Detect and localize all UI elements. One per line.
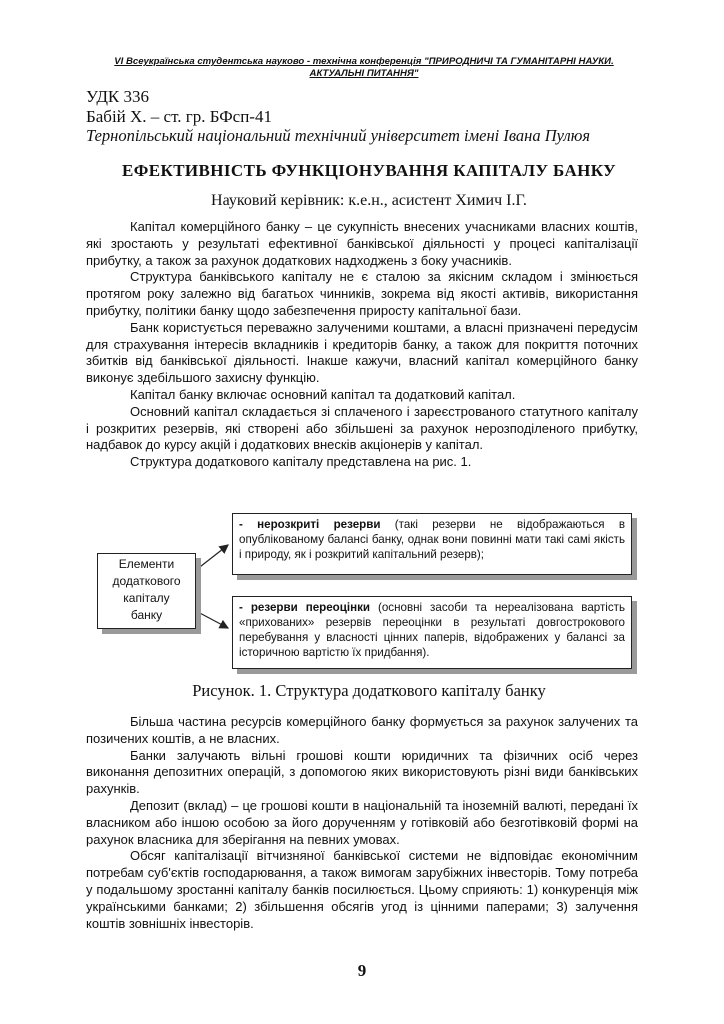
- box-line: Елементи: [118, 557, 175, 571]
- box-term: - нерозкриті резерви: [239, 518, 381, 531]
- box-description: (основні засоби та нереалізована вартість «прихованих» резервів переоцінки в результаті довгострокового перебування у власності цінних паперів, відображених у балансі за історичною вартістю їх придбання).: [239, 601, 625, 659]
- paragraph: Банки залучають вільні грошові кошти юридичних та фізичних осіб через виконання депозитних операцій, з допомогою яких використовують різні види банківських рахунків.: [86, 747, 638, 797]
- arrow-bottom: [196, 611, 228, 628]
- author: Бабій Х. – ст. гр. БФсп-41: [86, 107, 272, 126]
- box-description: (такі резерви не відображаються в опублікованому балансі банку, однак вони повинні мати такі самі якість і природу, як і розкритий капітальний резерв);: [239, 518, 625, 561]
- box-capital-elements: [97, 553, 196, 629]
- paragraph: Капітал комерційного банку – це сукупність внесених учасниками власних коштів, які зростають у результаті ефективної банківської діяльності у процесі капіталізації прибутку, а також за рахунок додаткових надходжень з боку учасників.: [86, 219, 638, 268]
- paragraph: Структура банківського капіталу не є сталою за якісним складом і змінюється протягом року залежно від багатьох чинників, зокрема від якості активів, використання прибутку, політики банку щодо забезпечення приросту капітальної бази.: [86, 269, 638, 318]
- paragraph: Обсяг капіталізації вітчизняної банківської системи не відповідає економічним потребам суб'єктів господарювання, а також вимогам зарубіжних інвесторів. Тому потреба у подальшому зростанні капіталу банків посилюється. Цьому сприяють: 1) конкуренція між українськими банками; 2) збільшення обсягів угод із цінними паперами; 3) залучення коштів зовнішніх інвесторів.: [86, 848, 638, 931]
- udc-code: УДК 336: [86, 87, 150, 106]
- page-number: 9: [357, 961, 367, 980]
- paper-title: ЕФЕКТИВНІСТЬ ФУНКЦІОНУВАННЯ КАПІТАЛУ БАНКУ: [121, 161, 617, 180]
- paragraph: Капітал банку включає основний капітал та додатковий капітал.: [130, 386, 516, 402]
- paragraph: Більша частина ресурсів комерційного банку формується за рахунок залучених та позичених коштів, а не власних.: [86, 714, 638, 746]
- supervisor: Науковий керівник: к.е.н., асистент Химич І.Г.: [211, 192, 527, 209]
- arrow-top: [196, 545, 228, 570]
- body-after-figure: [86, 714, 638, 932]
- paragraph: Банк користується переважно залученими коштами, а власні призначені передусім для страхування інтересів вкладників і кредиторів банку, а також для покриття поточних збитків від банківської діяльності. Інакше кажучи, власний капітал комерційного банку виконує здебільшого захисну функцію.: [86, 319, 638, 386]
- paragraph: Депозит (вклад) – це грошові кошти в національній та іноземній валюті, передані їх власником або іншою особою за його дорученням у готівковій або безготівковій формі на рахунок власника для зберігання на певних умовах.: [86, 797, 638, 847]
- affiliation: Тернопільський національний технічний університет імені Івана Пулюя: [86, 126, 591, 145]
- paragraph: Структура додаткового капіталу представлена на рис. 1.: [130, 454, 472, 470]
- figure-caption: Рисунок. 1. Структура додаткового капіталу банку: [192, 681, 546, 700]
- box-line: банку: [130, 608, 163, 622]
- box-undisclosed-reserves: [232, 513, 632, 575]
- header-line-2: АКТУАЛЬНІ ПИТАННЯ": [309, 68, 419, 79]
- box-line: капіталу: [123, 591, 170, 605]
- box-revaluation-reserves: [232, 596, 632, 669]
- body-before-figure: [86, 219, 638, 471]
- conference-header: [80, 56, 648, 80]
- box-term: - резерви переоцінки: [239, 601, 371, 614]
- box-line: додаткового: [112, 574, 181, 588]
- paragraph: Основний капітал складається зі сплаченого і зареєстрованого статутного капіталу і розкритих резервів, які створені або збільшені за рахунок нерозподіленого прибутку, надбавок до курсу акцій і додаткових внесків акціонерів у капітал.: [86, 403, 638, 453]
- header-line-1: VI Всеукраїнська студентська науково - технічна конференція "ПРИРОДНИЧІ ТА ГУМАНІТАРНІ НАУКИ.: [114, 56, 614, 67]
